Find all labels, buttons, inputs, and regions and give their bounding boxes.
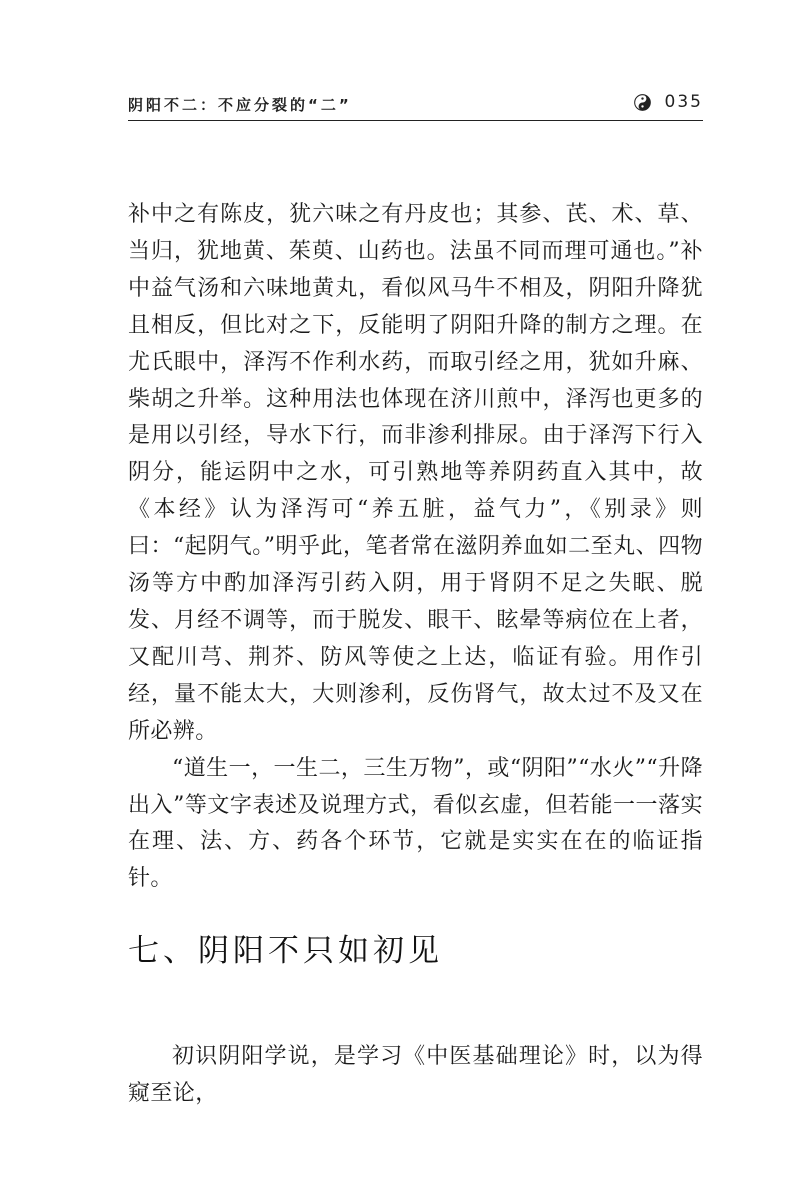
- yin-yang-icon: [634, 94, 651, 111]
- paragraph: 初识阴阳学说，是学习《中医基础理论》时，以为得窥至论，: [128, 1044, 703, 1106]
- section-heading: 七、阴阳不只如初见: [128, 933, 443, 969]
- page-number: 035: [664, 92, 703, 112]
- paragraph: “道生一，一生二，三生万物”，或“阴阳”“水火”“升降出入”等文字表述及说理方式，看似玄虚，但若能一一落实在理、法、方、药各个环节，它就是实实在在的临证指针。: [128, 755, 703, 892]
- running-title: 阴阳不二：不应分裂的“二”: [128, 96, 352, 114]
- page-marker: [634, 92, 703, 112]
- paragraph-continued: 补中之有陈皮，犹六味之有丹皮也；其参、芪、术、草、当归，犹地黄、茱萸、山药也。法虽不同而理可通也。”补中益气汤和六味地黄丸，看似风马牛不相及，阴阳升降犹且相反，但比对之下，反能明了阴阳升降的制方之理。在尤氏眼中，泽泻不作利水药，而取引经之用，犹如升麻、柴胡之升举。这种用法也体现在济川煎中，泽泻也更多的是用以引经，导水下行，而非渗利排尿。由于泽泻下行入阴分，能运阴中之水，可引熟地等养阴药直入其中，故《本经》认为泽泻可“养五脏，益气力”，《别录》则曰：“起阴气。”明乎此，笔者常在滋阴养血如二至丸、四物汤等方中酌加泽泻引药入阴，用于肾阴不足之失眠、脱发、月经不调等，而于脱发、眼干、眩晕等病位在上者，又配川芎、荆芥、防风等使之上达，临证有验。用作引经，量不能太大，大则渗利，反伤肾气，故太过不及又在所必辨。: [128, 202, 703, 744]
- body-text-block: [128, 1039, 703, 1113]
- running-head: [128, 88, 703, 121]
- body-text-block: [128, 197, 703, 898]
